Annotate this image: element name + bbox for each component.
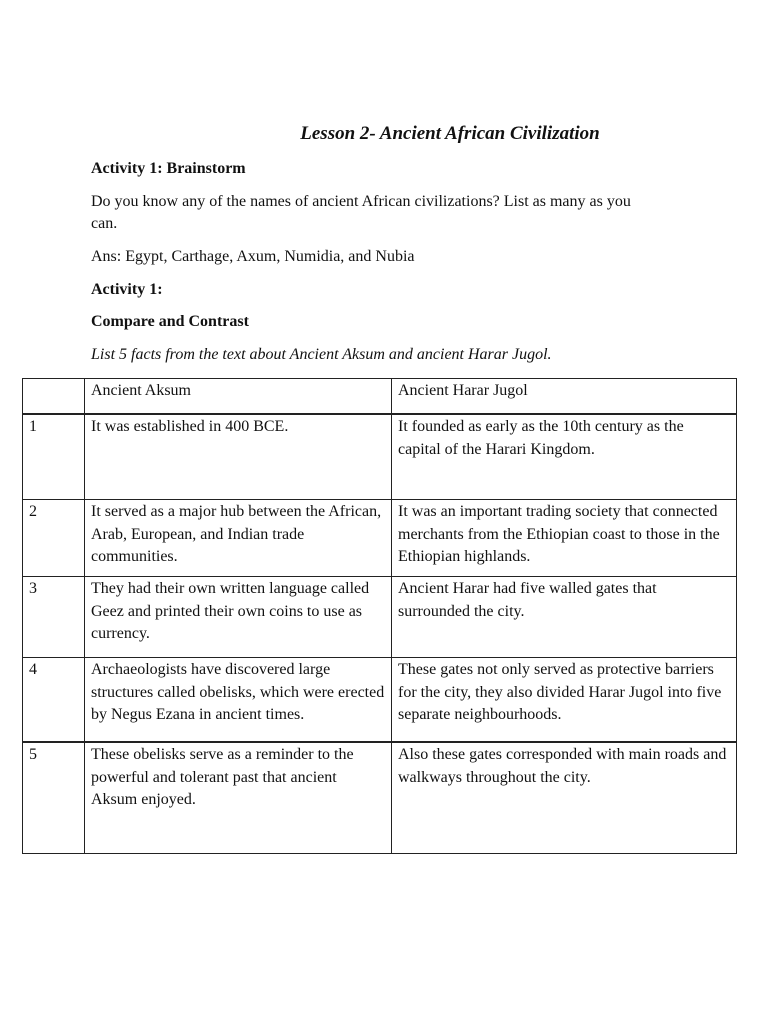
lesson-title: Lesson 2- Ancient African Civilization: [300, 123, 600, 144]
harar-fact: It was an important trading society that connected merchants from the Ethiopian coast to those in the Ethiopian highlands.: [392, 500, 737, 577]
row-number: 5: [23, 742, 85, 854]
activity-1-heading: Activity 1:: [91, 281, 163, 298]
header-cell-harar: Ancient Harar Jugol: [392, 379, 737, 415]
row-number: 4: [23, 658, 85, 743]
aksum-fact: It was established in 400 BCE.: [85, 414, 392, 500]
harar-fact: It founded as early as the 10th century as the capital of the Harari Kingdom.: [392, 414, 737, 500]
instruction-text: List 5 facts from the text about Ancient Aksum and ancient Harar Jugol.: [91, 346, 552, 363]
aksum-fact: They had their own written language called Geez and printed their own coins to use as currency.: [85, 577, 392, 658]
brainstorm-question: Do you know any of the names of ancient African civilizations? List as many as you can.: [91, 193, 631, 232]
activity-1-brainstorm-heading: Activity 1: Brainstorm: [91, 160, 246, 177]
aksum-fact: Archaeologists have discovered large structures called obelisks, which were erected by Negus Ezana in ancient times.: [85, 658, 392, 743]
table-row: [23, 658, 737, 743]
table-header-row: [23, 379, 737, 415]
table-row: [23, 742, 737, 854]
row-number: 3: [23, 577, 85, 658]
harar-fact: Also these gates corresponded with main roads and walkways throughout the city.: [392, 742, 737, 854]
brainstorm-answer: Ans: Egypt, Carthage, Axum, Numidia, and Nubia: [91, 248, 415, 265]
header-cell-number: [23, 379, 85, 415]
harar-fact: Ancient Harar had five walled gates that surrounded the city.: [392, 577, 737, 658]
harar-fact: These gates not only served as protective barriers for the city, they also divided Harar Jugol into five separate neighbourhoods.: [392, 658, 737, 743]
aksum-fact: It served as a major hub between the African, Arab, European, and Indian trade communities.: [85, 500, 392, 577]
table-row: [23, 500, 737, 577]
table-row: [23, 577, 737, 658]
row-number: 2: [23, 500, 85, 577]
compare-contrast-heading: Compare and Contrast: [91, 313, 249, 330]
row-number: 1: [23, 414, 85, 500]
header-cell-aksum: Ancient Aksum: [85, 379, 392, 415]
facts-table: [22, 378, 737, 854]
aksum-fact: These obelisks serve as a reminder to the powerful and tolerant past that ancient Aksum enjoyed.: [85, 742, 392, 854]
table-row: [23, 414, 737, 500]
